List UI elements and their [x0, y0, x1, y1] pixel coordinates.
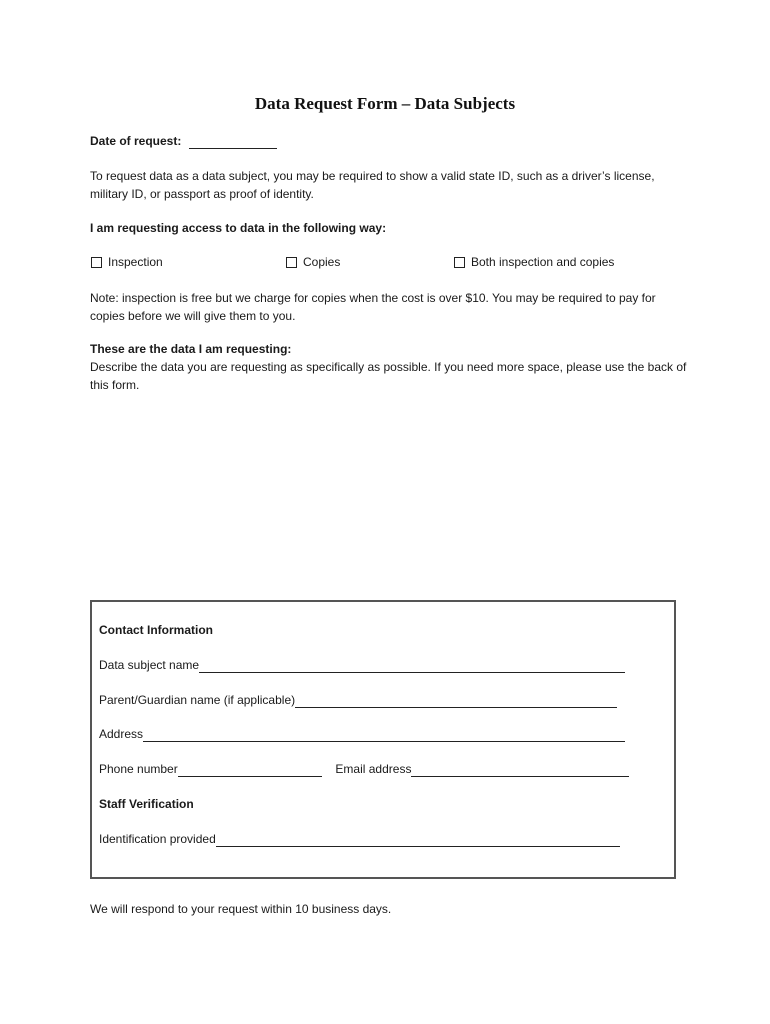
note-text: Note: inspection is free but we charge for copies when the cost is over $10. You may be required to pay for copies before we will give them to you.: [90, 291, 656, 323]
option-copies[interactable]: [286, 254, 340, 270]
access-heading: I am requesting access to data in the following way:: [90, 221, 387, 235]
date-row: [90, 132, 277, 150]
data-heading: These are the data I am requesting:: [90, 342, 292, 356]
phone-label: Phone number: [99, 762, 178, 776]
address-field[interactable]: [143, 728, 625, 742]
id-provided-field[interactable]: [216, 833, 620, 847]
guardian-name-field[interactable]: [295, 694, 617, 708]
checkbox-both[interactable]: [454, 257, 465, 268]
option-both-label: Both inspection and copies: [471, 255, 615, 269]
date-label: Date of request:: [90, 134, 182, 148]
option-inspection[interactable]: [91, 254, 163, 270]
subject-name-row: [99, 657, 625, 673]
date-field[interactable]: [189, 135, 277, 149]
option-inspection-label: Inspection: [108, 255, 163, 269]
phone-field[interactable]: [178, 763, 322, 777]
intro-text: To request data as a data subject, you may be required to show a valid state ID, such as a driver’s license, military ID, or passport as proof of identity.: [90, 169, 655, 201]
id-provided-row: [99, 831, 620, 847]
guardian-name-row: [99, 692, 617, 708]
subject-name-field[interactable]: [199, 659, 625, 673]
data-request-area[interactable]: [90, 400, 676, 585]
email-field[interactable]: [411, 763, 629, 777]
contact-heading: Contact Information: [99, 623, 213, 637]
subject-name-label: Data subject name: [99, 658, 200, 672]
checkbox-copies[interactable]: [286, 257, 297, 268]
contact-info-box: [90, 600, 676, 879]
id-provided-label: Identification provided: [99, 832, 216, 846]
option-copies-label: Copies: [303, 255, 341, 269]
data-description: Describe the data you are requesting as specifically as possible. If you need more space, please use the back of this form.: [90, 360, 687, 392]
phone-email-row: [99, 761, 629, 777]
checkbox-inspection[interactable]: [91, 257, 102, 268]
option-both[interactable]: [454, 254, 614, 270]
page-title: Data Request Form – Data Subjects: [254, 94, 516, 113]
staff-heading: Staff Verification: [99, 797, 194, 811]
email-label: Email address: [335, 762, 412, 776]
address-row: [99, 726, 625, 742]
footer-text: We will respond to your request within 10 business days.: [90, 902, 392, 916]
address-label: Address: [99, 727, 144, 741]
guardian-name-label: Parent/Guardian name (if applicable): [99, 693, 296, 707]
